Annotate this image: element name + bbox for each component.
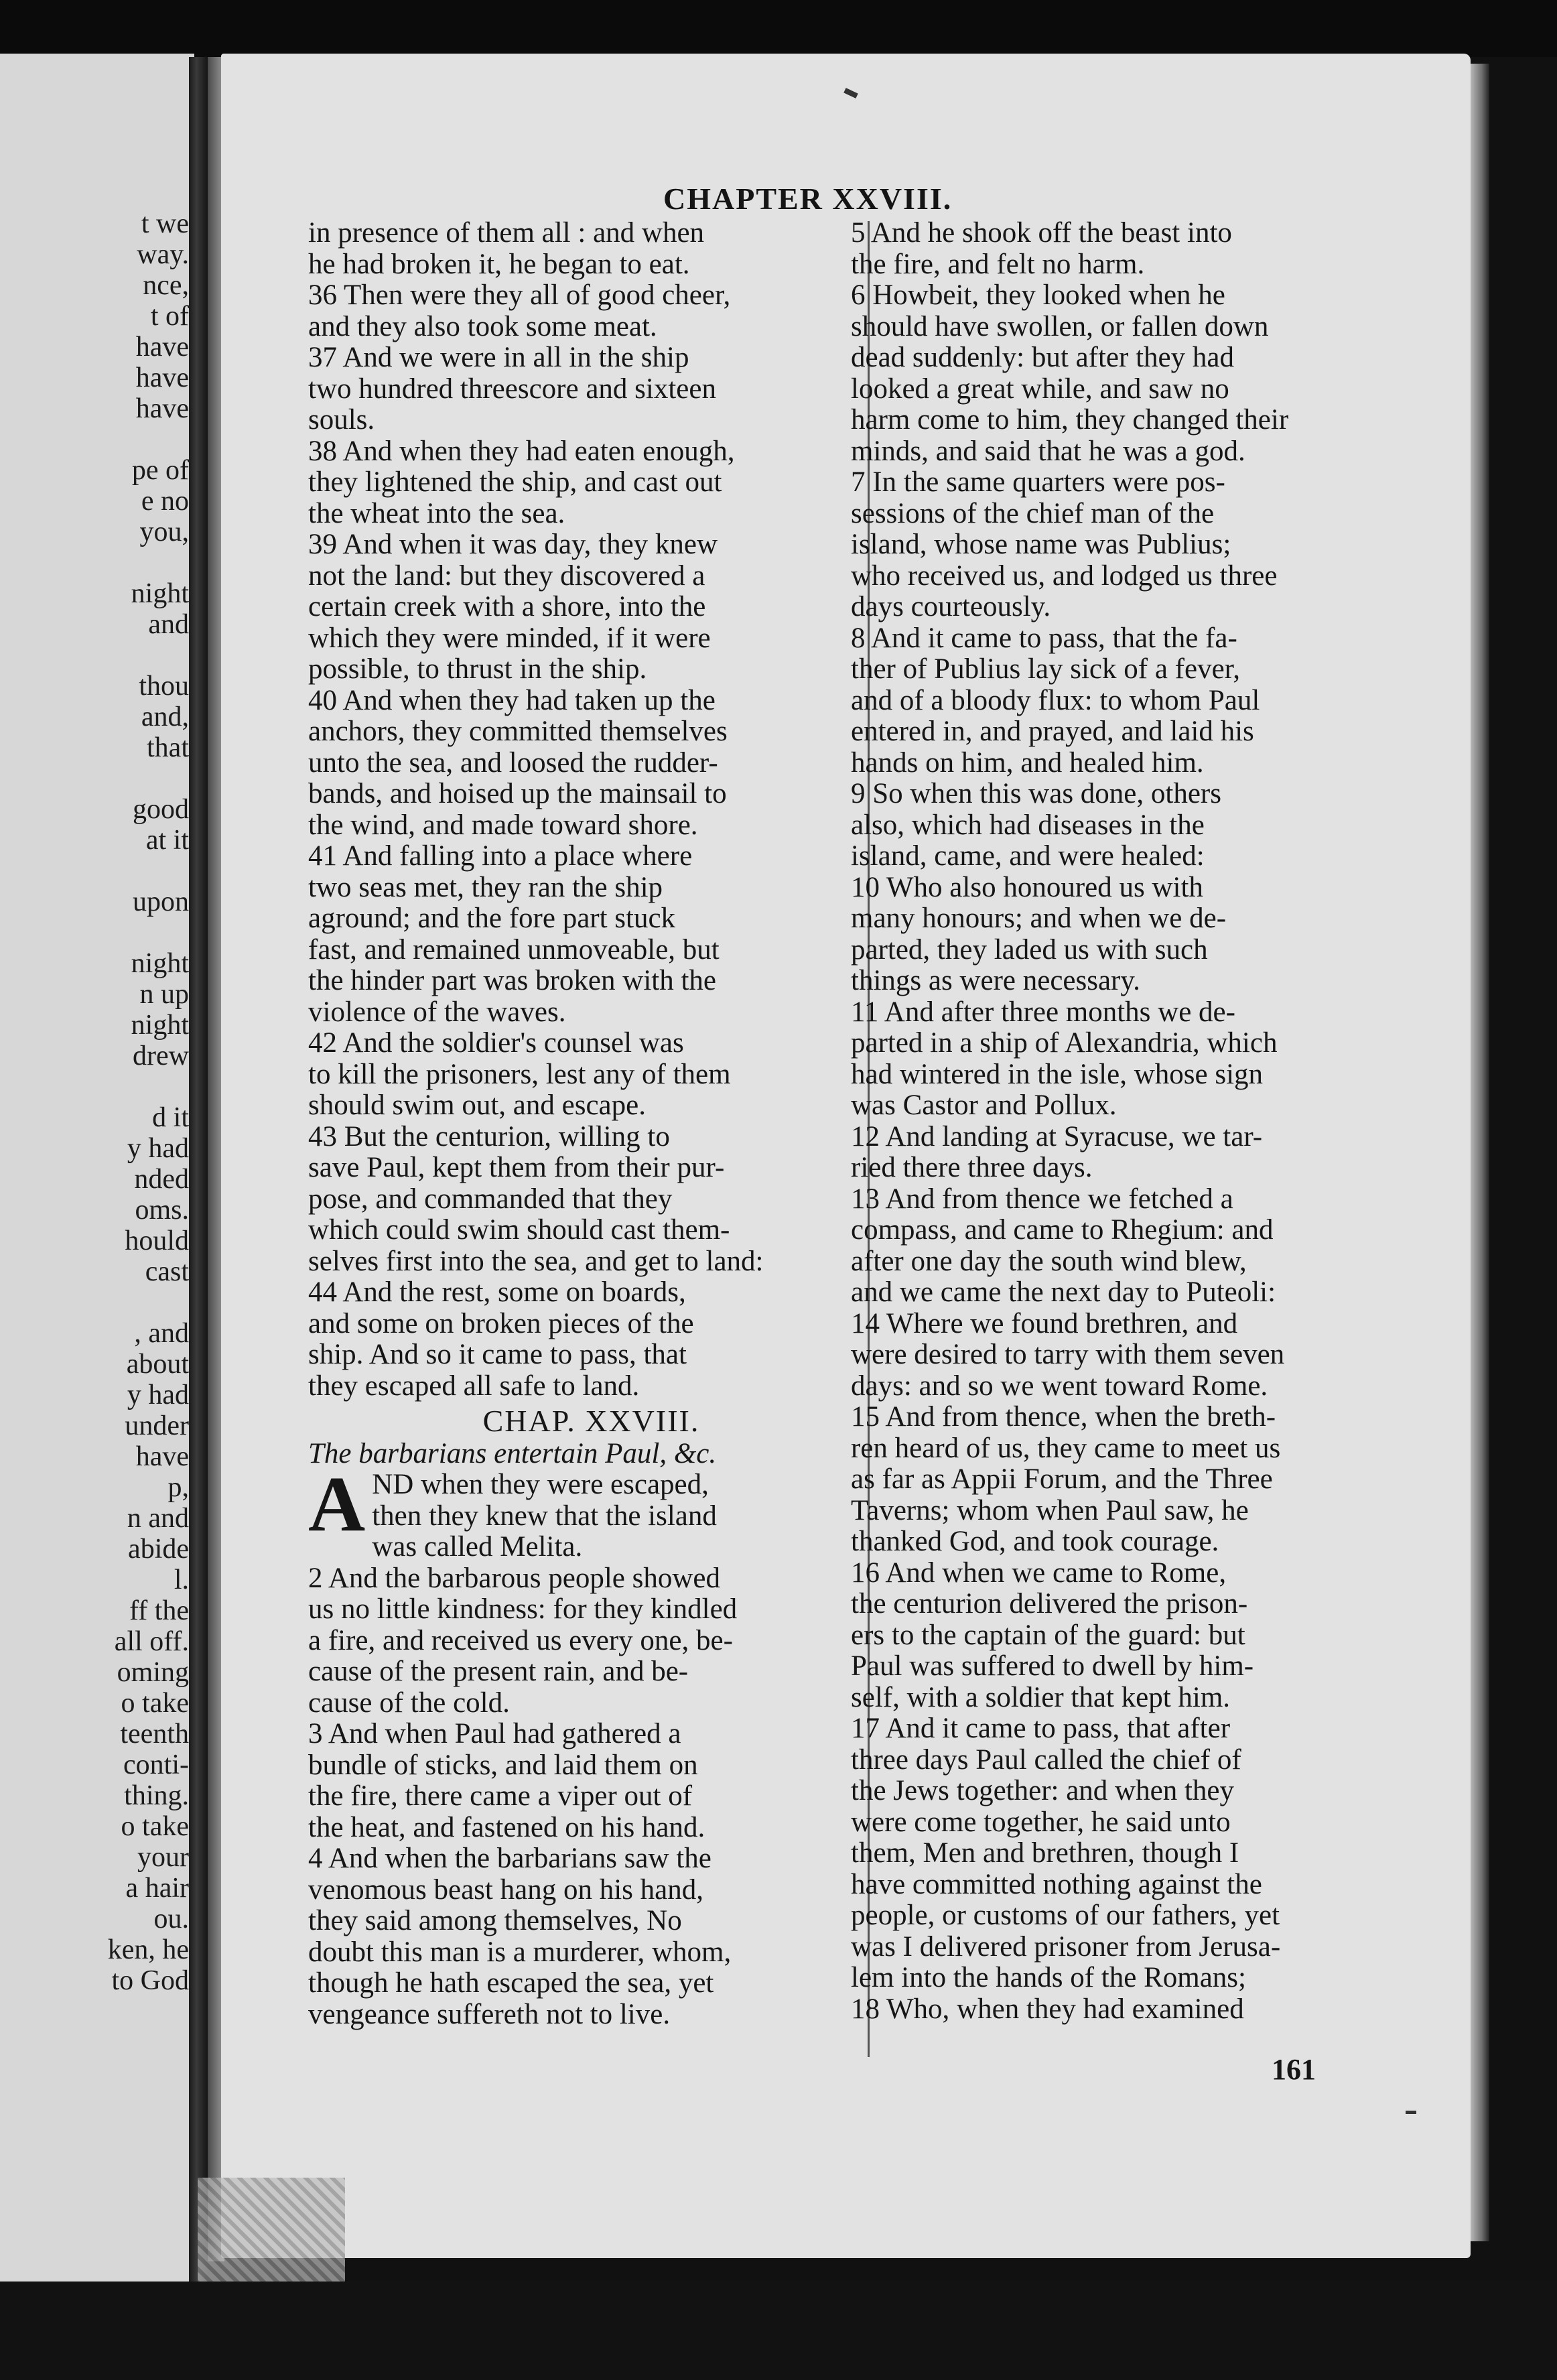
text-line: aground; and the fore part stuck [308, 903, 676, 934]
text-line: parted in a ship of Alexandria, which [851, 1028, 1278, 1059]
text-line: 36 Then were they all of good cheer, [308, 280, 731, 311]
text-line: the centurion delivered the prison- [851, 1589, 1248, 1619]
left-page-text-fragment: d it [152, 1102, 189, 1133]
text-line: violence of the waves. [308, 996, 566, 1028]
text-line: minds, and said that he was a god. [851, 436, 1245, 467]
text-line: ship. And so it came to pass, that [308, 1339, 687, 1370]
text-line: were come together, he said unto [851, 1806, 1231, 1838]
text-line: ren heard of us, they came to meet us [851, 1433, 1281, 1464]
text-line: who received us, and lodged us three [851, 560, 1278, 592]
book-gutter [189, 57, 208, 2282]
text-line: bands, and hoised up the mainsail to [308, 779, 727, 809]
text-line: the wind, and made toward shore. [308, 809, 698, 841]
text-line: 4 And when the barbarians saw the [308, 1843, 712, 1874]
scan-top-border [0, 0, 1557, 57]
text-line: 14 Where we found brethren, and [851, 1308, 1238, 1339]
left-page-text-fragment: o take [121, 1811, 189, 1842]
left-page-text-fragment: n and [127, 1503, 189, 1534]
left-page-text-fragment: , and [134, 1318, 189, 1349]
text-line: not the land: but they discovered a [308, 560, 705, 592]
text-line: 38 And when they had eaten enough, [308, 436, 735, 467]
text-line: people, or customs of our fathers, yet [851, 1900, 1280, 1931]
text-line: entered in, and prayed, and laid his [851, 716, 1254, 747]
text-line: should have swollen, or fallen down [851, 311, 1269, 342]
text-line: ther of Publius lay sick of a fever, [851, 654, 1241, 685]
torn-page-corner [198, 2178, 345, 2285]
left-page-text-fragment: good [133, 794, 189, 825]
text-line: lem into the hands of the Romans; [851, 1963, 1246, 1993]
chapter-heading: CHAP. XXVIII. [482, 1404, 700, 1438]
text-line: vengeance suffereth not to live. [308, 1999, 671, 2030]
left-page-text-fragment: all off. [114, 1626, 189, 1657]
text-line: us no little kindness: for they kindled [308, 1594, 738, 1625]
left-page-text-fragment: have [135, 332, 189, 362]
left-page-text-fragment: thing. [124, 1780, 189, 1811]
text-line: 7 In the same quarters were pos- [851, 467, 1225, 498]
left-page-text-fragment: y had [127, 1380, 189, 1410]
left-page-text-fragment: drew [133, 1041, 189, 1071]
left-page-text-fragment: upon [133, 886, 189, 917]
page-edge [1471, 64, 1489, 2241]
text-line: 2 And the barbarous people showed [308, 1563, 720, 1594]
text-line: which could swim should cast them- [308, 1215, 730, 1246]
left-page-text-fragment: n up [139, 979, 189, 1010]
text-line: them, Men and brethren, though I [851, 1838, 1239, 1869]
drop-cap: A [308, 1460, 366, 1548]
text-column-left [308, 218, 874, 2030]
text-line: also, which had diseases in the [851, 809, 1205, 841]
left-page-text-fragment: have [135, 393, 189, 424]
text-line: were desired to tarry with them seven [851, 1339, 1285, 1370]
left-page-text-fragment: p, [167, 1472, 189, 1503]
text-line: island, came, and were healed: [851, 841, 1205, 872]
text-line: 40 And when they had taken up the [308, 685, 716, 716]
text-line: Taverns; whom when Paul saw, he [851, 1495, 1249, 1526]
text-line: they said among themselves, No [308, 1906, 682, 1936]
text-line: 41 And falling into a place where [308, 841, 693, 872]
text-line: 11 And after three months we de- [851, 996, 1235, 1028]
text-line: 43 But the centurion, willing to [308, 1121, 670, 1152]
text-line: 10 Who also honoured us with [851, 872, 1203, 903]
text-column-right [851, 218, 1383, 2025]
text-line: to kill the prisoners, lest any of them [308, 1059, 731, 1090]
left-page-text-fragment: ff the [129, 1595, 189, 1626]
text-line: ers to the captain of the guard: but [851, 1619, 1245, 1651]
left-page-text-fragment: have [135, 1441, 189, 1472]
text-line: anchors, they committed themselves [308, 716, 728, 747]
text-line: unto the sea, and loosed the rudder- [308, 747, 718, 779]
text-line: cause of the present rain, and be- [308, 1656, 689, 1687]
text-line: and some on broken pieces of the [308, 1308, 694, 1339]
left-page-text-fragment: abide [128, 1534, 189, 1565]
text-line: self, with a soldier that kept him. [851, 1682, 1231, 1713]
left-page-text-fragment: about [126, 1349, 189, 1380]
left-page-text-fragment: oms. [135, 1195, 189, 1226]
left-page-text-fragment: o take [121, 1688, 189, 1719]
text-line: selves first into the sea, and get to land: [308, 1246, 764, 1277]
text-line: 13 And from thence we fetched a [851, 1183, 1233, 1215]
verses-chapter-27 [308, 218, 874, 1402]
left-page-text-fragment: to God [111, 1965, 189, 1996]
left-page-text-fragment: your [137, 1842, 189, 1873]
page-number: 161 [1272, 2053, 1316, 2086]
text-line: the hinder part was broken with the [308, 966, 716, 996]
left-page-text-fragment: night [131, 578, 189, 609]
left-page-text-fragment: night [131, 1010, 189, 1041]
text-line: the Jews together: and when they [851, 1776, 1234, 1806]
text-line: 3 And when Paul had gathered a [308, 1719, 681, 1749]
left-page-text-fragment: a hair [125, 1873, 189, 1904]
text-line: and we came the next day to Puteoli: [851, 1277, 1276, 1308]
text-line: Paul was suffered to dwell by him- [851, 1651, 1254, 1682]
text-line: pose, and commanded that they [308, 1183, 673, 1215]
text-line: 44 And the rest, some on boards, [308, 1277, 686, 1308]
text-line: the heat, and fastened on his hand. [308, 1812, 705, 1843]
text-line: hands on him, and healed him. [851, 747, 1204, 779]
left-page-text-fragment: night [131, 948, 189, 979]
left-page-text-fragment: conti- [123, 1749, 189, 1780]
text-line: as far as Appii Forum, and the Three [851, 1464, 1273, 1495]
text-line: and of a bloody flux: to whom Paul [851, 685, 1260, 716]
text-line: days courteously. [851, 592, 1051, 622]
text-line: 17 And it came to pass, that after [851, 1713, 1231, 1744]
text-line: fast, and remained unmoveable, but [308, 934, 720, 966]
text-line: 8 And it came to pass, that the fa- [851, 622, 1237, 654]
text-line: and they also took some meat. [308, 311, 657, 342]
text-line: they escaped all safe to land. [308, 1370, 640, 1402]
text-line: ND when they were escaped, [372, 1469, 709, 1500]
text-line: cause of the cold. [308, 1687, 510, 1719]
text-line: thanked God, and took courage. [851, 1526, 1219, 1557]
text-line: ried there three days. [851, 1152, 1093, 1183]
text-line: 37 And we were in all in the ship [308, 342, 689, 373]
text-line: possible, to thrust in the ship. [308, 654, 647, 685]
left-page-text-fragment: ou. [153, 1904, 189, 1934]
text-line: things as were necessary. [851, 966, 1140, 996]
left-page-text-fragment: you, [139, 517, 189, 547]
running-head: CHAPTER XXVIII. [663, 182, 953, 216]
left-page-text-fragment: way. [137, 239, 189, 270]
text-line: a fire, and received us every one, be- [308, 1625, 733, 1656]
text-line: have committed nothing against the [851, 1869, 1262, 1900]
left-page-text-fragment: cast [145, 1256, 189, 1287]
text-line: doubt this man is a murderer, whom, [308, 1936, 732, 1968]
left-page-text-fragment: t of [150, 301, 189, 332]
text-line: many honours; and when we de- [851, 903, 1227, 934]
text-line: then they knew that the island [372, 1500, 717, 1532]
left-page-text-fragment: l. [174, 1565, 189, 1595]
text-line: harm come to him, they changed their [851, 405, 1289, 436]
text-line: should swim out, and escape. [308, 1090, 646, 1121]
text-line: was I delivered prisoner from Jerusa- [851, 1931, 1281, 1963]
text-line: 39 And when it was day, they knew [308, 529, 718, 560]
left-page-text-fragment: and, [141, 702, 189, 732]
text-line: looked a great while, and saw no [851, 373, 1229, 405]
text-line: 15 And from thence, when the breth- [851, 1402, 1276, 1433]
text-line: 42 And the soldier's counsel was [308, 1028, 684, 1059]
text-line: had wintered in the isle, whose sign [851, 1059, 1264, 1090]
text-line: which they were minded, if it were [308, 622, 711, 654]
left-page-text-fragment: oming [117, 1657, 189, 1688]
left-page-text-fragment: under [125, 1410, 189, 1441]
text-line: dead suddenly: but after they had [851, 342, 1234, 373]
left-page-text-fragment: have [135, 362, 189, 393]
text-line: though he hath escaped the sea, yet [308, 1968, 714, 1999]
text-line: days: and so we went toward Rome. [851, 1370, 1268, 1402]
text-line: after one day the south wind blew, [851, 1246, 1247, 1277]
text-line: 12 And landing at Syracuse, we tar- [851, 1121, 1263, 1152]
left-page-text-fragment: nce, [143, 270, 189, 301]
text-line: 18 Who, when they had examined [851, 1993, 1244, 2025]
text-line: in presence of them all : and when [308, 218, 705, 249]
left-page-text-fragment: that [147, 732, 189, 763]
text-line: three days Paul called the chief of [851, 1744, 1241, 1776]
left-page-text-fragment: thou [139, 671, 189, 702]
text-line: island, whose name was Publius; [851, 529, 1231, 560]
left-page-text-fragment: at it [145, 825, 189, 856]
text-line: 16 And when we came to Rome, [851, 1557, 1227, 1589]
text-line: save Paul, kept them from their pur- [308, 1152, 725, 1183]
left-page-text-fragment: e no [141, 486, 189, 517]
text-line: two seas met, they ran the ship [308, 872, 663, 903]
verses-chapter-28 [308, 1460, 874, 2030]
left-page-text-fragment: nded [134, 1164, 189, 1195]
text-line: the wheat into the sea. [308, 498, 565, 529]
text-line: was called Melita. [372, 1532, 583, 1563]
text-line: 9 So when this was done, others [851, 779, 1221, 809]
scan-bottom-border [0, 2282, 1557, 2380]
left-page-fragment [0, 54, 194, 2285]
text-line: 6 Howbeit, they looked when he [851, 280, 1225, 311]
text-line: parted, they laded us with such [851, 934, 1208, 966]
ink-mark [1406, 2111, 1416, 2114]
text-line: certain creek with a shore, into the [308, 592, 706, 622]
left-page-text-fragment: t we [141, 208, 189, 239]
left-page-text-fragment: and [148, 609, 189, 640]
text-line: two hundred threescore and sixteen [308, 373, 716, 405]
left-page-text-fragment: pe of [131, 455, 189, 486]
text-line: 5 And he shook off the beast into [851, 218, 1232, 249]
text-line: the fire, and felt no harm. [851, 249, 1145, 280]
text-line: bundle of sticks, and laid them on [308, 1749, 698, 1781]
text-line: he had broken it, he began to eat. [308, 249, 690, 280]
chapter-summary: The barbarians entertain Paul, &c. [308, 1437, 717, 1469]
text-line: they lightened the ship, and cast out [308, 467, 722, 498]
text-line: compass, and came to Rhegium: and [851, 1215, 1274, 1246]
left-page-text-fragment: ken, he [107, 1934, 189, 1965]
left-page-text-fragment: hould [125, 1226, 189, 1256]
text-line: venomous beast hang on his hand, [308, 1874, 703, 1906]
text-line: souls. [308, 405, 375, 436]
text-line: the fire, there came a viper out of [308, 1781, 693, 1812]
text-line: sessions of the chief man of the [851, 498, 1215, 529]
left-page-text-fragment: y had [127, 1133, 189, 1164]
text-line: was Castor and Pollux. [851, 1090, 1117, 1121]
left-page-text-fragment: teenth [120, 1719, 189, 1749]
